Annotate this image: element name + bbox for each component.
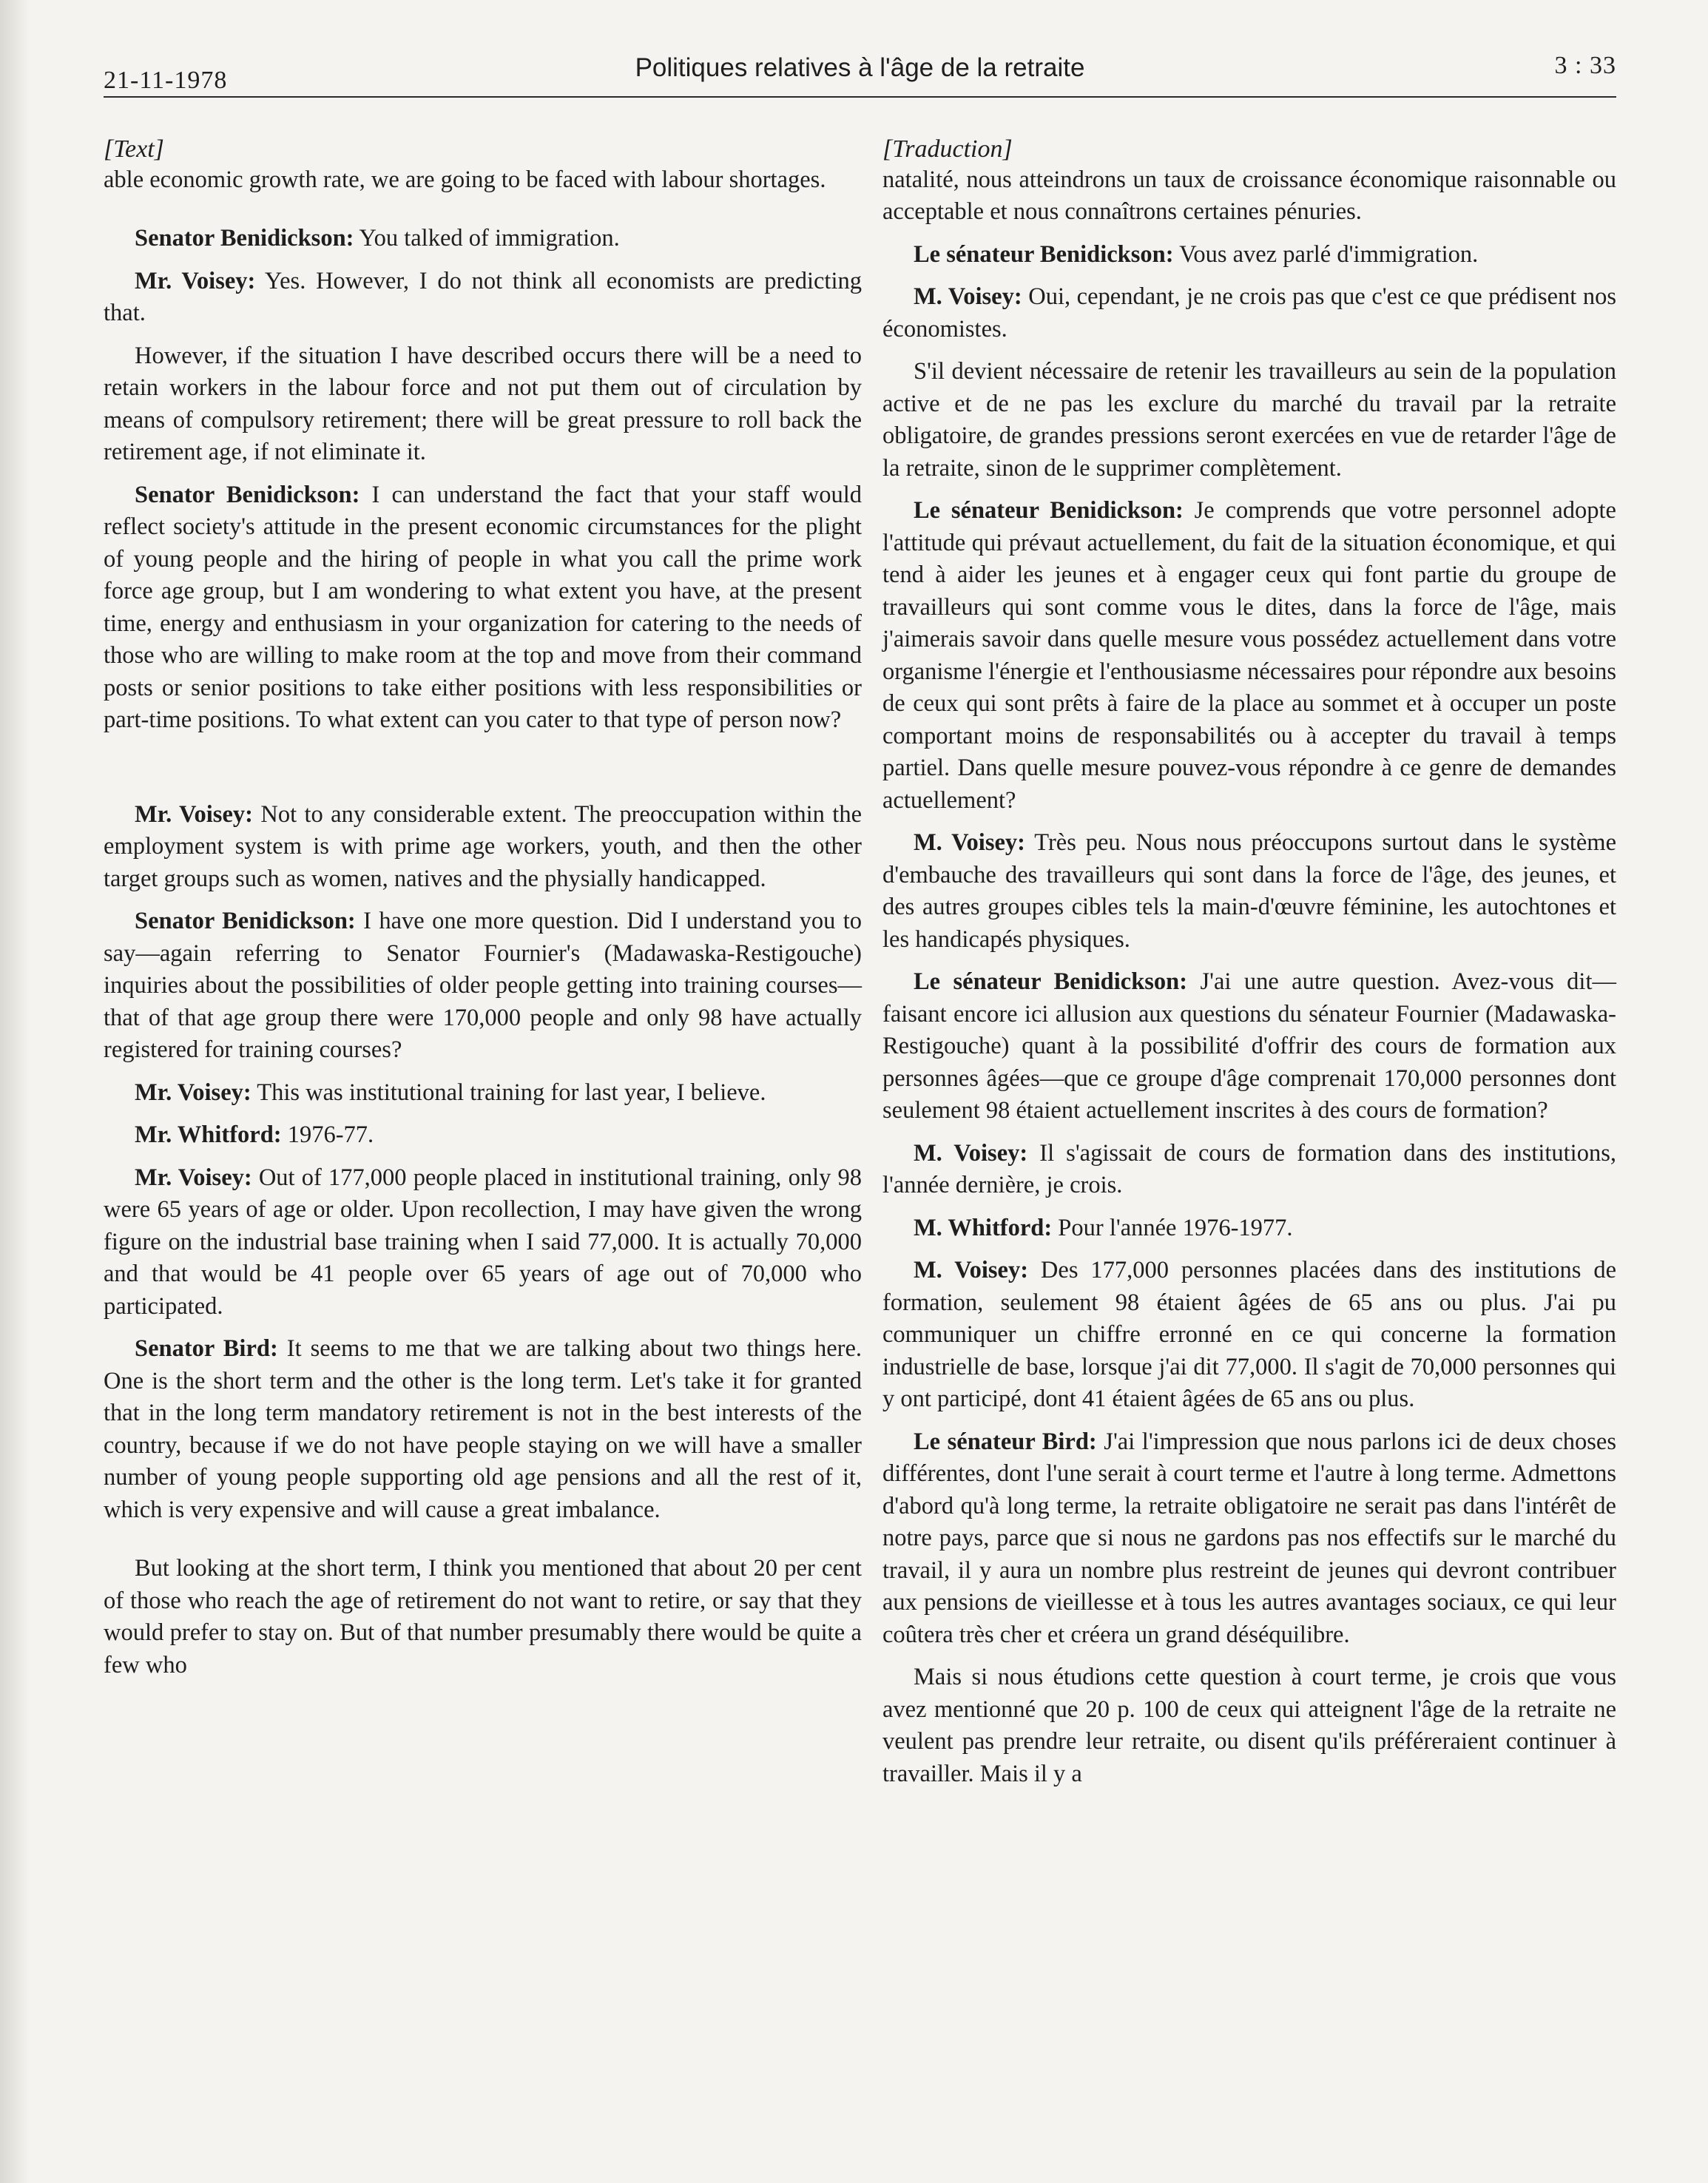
speaker-name: Le sénateur Benidickson: (914, 240, 1174, 268)
paragraph: able economic growth rate, we are going to be faced with labour shortages. (104, 166, 826, 193)
paragraph: Mais si nous étudions cette question à court terme, je crois que vous avez mentionné que 20 p. 100 de ceux qui atteignent l'âge de la retraite ne veulent pas prendre leur retraite, ou disent qu'ils préféreraient continuer à travailler. Mais il y a (882, 1664, 1616, 1787)
header-date: 21-11-1978 (104, 67, 228, 94)
paragraph: Mr. Voisey: This was institutional training for last year, I believe. (135, 1079, 766, 1106)
paragraph: Le sénateur Bird: J'ai l'impression que nous parlons ici de deux choses différentes, dont l'une serait à court terme et l'autre à long terme. Admettons d'abord qu'à long terme, la retraite obligatoire ne serait pas dans l'intérêt de notre pays, parce que si nous ne gardons pas nos effectifs sur le marché du travail, il y aura un nombre plus restreint de jeunes qui devront contribuer aux pensions de vieillesse et à tous les autres avantages sociaux, ce qui leur coûtera très cher et créera un grand déséquilibre. (882, 1428, 1616, 1648)
speaker-name: Senator Benidickson: (135, 225, 354, 252)
speaker-name: Senator Bird: (135, 1335, 278, 1362)
speaker-name: Mr. Voisey: (135, 800, 253, 828)
paragraph: Le sénateur Benidickson: Vous avez parlé d'immigration. (914, 240, 1479, 268)
header-page-number: 3 : 33 (1554, 52, 1616, 79)
paragraph: Senator Benidickson: I have one more question. Did I understand you to say—again referring to Senator Fournier's (Madawaska-Restigouche) inquiries about the possibilities of older people getting into training courses—that of that age group there were 170,000 people and only 98 have actually registered for training courses? (104, 908, 862, 1063)
english-column (104, 133, 862, 1692)
speaker-name: Senator Benidickson: (135, 481, 360, 508)
paragraph: Senator Bird: It seems to me that we are talking about two things here. One is the short term and the other is the long term. Let's take it for granted that in the long term mandatory retirement is not in the best interests of the country, because if we do not have people staying on we will have a smaller number of young people supporting old age pensions and all the rest of it, which is very expensive and will cause a great imbalance. (104, 1335, 862, 1523)
speaker-name: M. Voisey: (914, 1257, 1029, 1283)
speaker-name: M. Voisey: (914, 283, 1022, 310)
paragraph: M. Voisey: Il s'agissait de cours de formation dans des institutions, l'année dernière, je crois. (882, 1139, 1616, 1198)
paragraph: Mr. Voisey: Out of 177,000 people placed in institutional training, only 98 were 65 years of age or older. Upon recollection, I may have given the wrong figure on the industrial base training when I said 77,000. It is actually 70,000 and that would be 41 people over 65 years of age out of 70,000 who participated. (104, 1164, 862, 1320)
paragraph: M. Voisey: Très peu. Nous nous préoccupons surtout dans le système d'embauche des travailleurs qui sont dans la force de l'âge, des jeunes, et des autres groupes cibles tels la main-d'œuvre féminine, les autochtones et les handicapés physiques. (882, 829, 1617, 953)
page-header (104, 49, 1616, 98)
speaker-name: Le sénateur Bird: (914, 1428, 1097, 1455)
paragraph: Mr. Whitford: 1976-77. (135, 1121, 374, 1148)
speaker-name: Mr. Voisey: (135, 1164, 252, 1191)
page-binding-shadow (0, 0, 30, 2183)
paragraph: But looking at the short term, I think you mentioned that about 20 per cent of those who reach the age of retirement do not want to retire, or say that they would prefer to stay on. But of that number presumably there would be quite a few who (104, 1555, 862, 1678)
paragraph: M. Whitford: Pour l'année 1976-1977. (914, 1214, 1293, 1241)
paragraph: M. Voisey: Oui, cependant, je ne crois pas que c'est ce que prédisent nos économistes. (882, 283, 1617, 343)
paragraph: Mr. Voisey: Yes. However, I do not think all economists are predicting that. (104, 267, 862, 326)
paragraph: M. Voisey: Des 177,000 personnes placées dans des institutions de formation, seulement 98 étaient âgées de 65 ans ou plus. J'ai pu communiquer un chiffre erronné en ce qui concerne la formation industrielle de base, lorsque j'ai dit 77,000. Il s'agit de 70,000 personnes qui y ont participé, dont 41 étaient âgées de 65 ans ou plus. (882, 1257, 1617, 1412)
paragraph: natalité, nous atteindrons un taux de croissance économique raisonnable ou acceptable et nous connaîtrons certaines pénuries. (882, 166, 1616, 225)
speaker-name: Le sénateur Benidickson: (914, 968, 1188, 995)
speaker-name: M. Voisey: (914, 829, 1025, 856)
paragraph: Senator Benidickson: You talked of immigration. (135, 225, 620, 252)
paragraph: Senator Benidickson: I can understand the fact that your staff would reflect society's attitude in the present economic circumstances for the plight of young people and the hiring of people in what you call the prime work force age group, but I am wondering to what extent you have, at the present time, energy and enthusiasm in your organization for catering to the needs of those who are willing to make room at the top and move from their command posts or senior positions to take either positions with less responsibilities or part-time positions. To what extent can you cater to that type of person now? (104, 481, 863, 733)
paragraph: Le sénateur Benidickson: J'ai une autre question. Avez-vous dit—faisant encore ici allusion aux questions du sénateur Fournier (Madawaska-Restigouche) quant à la possibilité d'offrir des cours de formation aux personnes âgées—que ce groupe d'âge comprenait 170,000 personnes dont seulement 98 étaient actuellement inscrites à des cours de formation? (882, 968, 1616, 1124)
paragraph: However, if the situation I have described occurs there will be a need to retain workers in the labour force and not put them out of circulation by means of compulsory retirement; there will be great pressure to roll back the retirement age, if not eliminate it. (104, 342, 862, 465)
paragraph: Le sénateur Benidickson: Je comprends que votre personnel adopte l'attitude qui prévaut actuellement, du fait de la situation économique, et qui tend à aider les jeunes et à engager ceux qui font partie du groupe de travailleurs qui sont comme vous le dites, dans la force de l'âge, mais j'aimerais savoir dans quelle mesure vous possédez actuellement dans votre organisme l'énergie et l'enthousiasme nécessaires pour répondre aux besoins de ceux qui sont prêts à faire de la place au sommet et à occuper un poste comportant moins de responsabilités ou à accepter du travail à temps partiel. Dans quelle mesure pouvez-vous répondre à ce genre de demandes actuellement? (882, 497, 1616, 814)
french-column (882, 133, 1616, 1801)
speaker-name: Mr. Whitford: (135, 1121, 282, 1148)
speaker-name: M. Voisey: (914, 1139, 1028, 1167)
column-label-text: [Text] (104, 135, 164, 163)
header-title: Politiques relatives à l'âge de la retraite (635, 53, 1085, 82)
column-label-traduction: [Traduction] (882, 135, 1013, 163)
speaker-name: M. Whitford: (914, 1214, 1053, 1241)
paragraph: S'il devient nécessaire de retenir les travailleurs au sein de la population active et de ne pas les exclure du marché du travail par la retraite obligatoire, de grandes pressions seront exercées en vue de retarder l'âge de la retraite, sinon de le supprimer complètement. (882, 358, 1616, 482)
speaker-name: Senator Benidickson: (135, 908, 356, 934)
speaker-name: Mr. Voisey: (135, 1079, 252, 1106)
speaker-name: Le sénateur Benidickson: (914, 497, 1184, 524)
paragraph: Mr. Voisey: Not to any considerable extent. The preoccupation within the employment system is with prime age workers, youth, and then the other target groups such as women, natives and the physially handicapped. (104, 800, 862, 892)
speaker-name: Mr. Voisey: (135, 267, 256, 294)
